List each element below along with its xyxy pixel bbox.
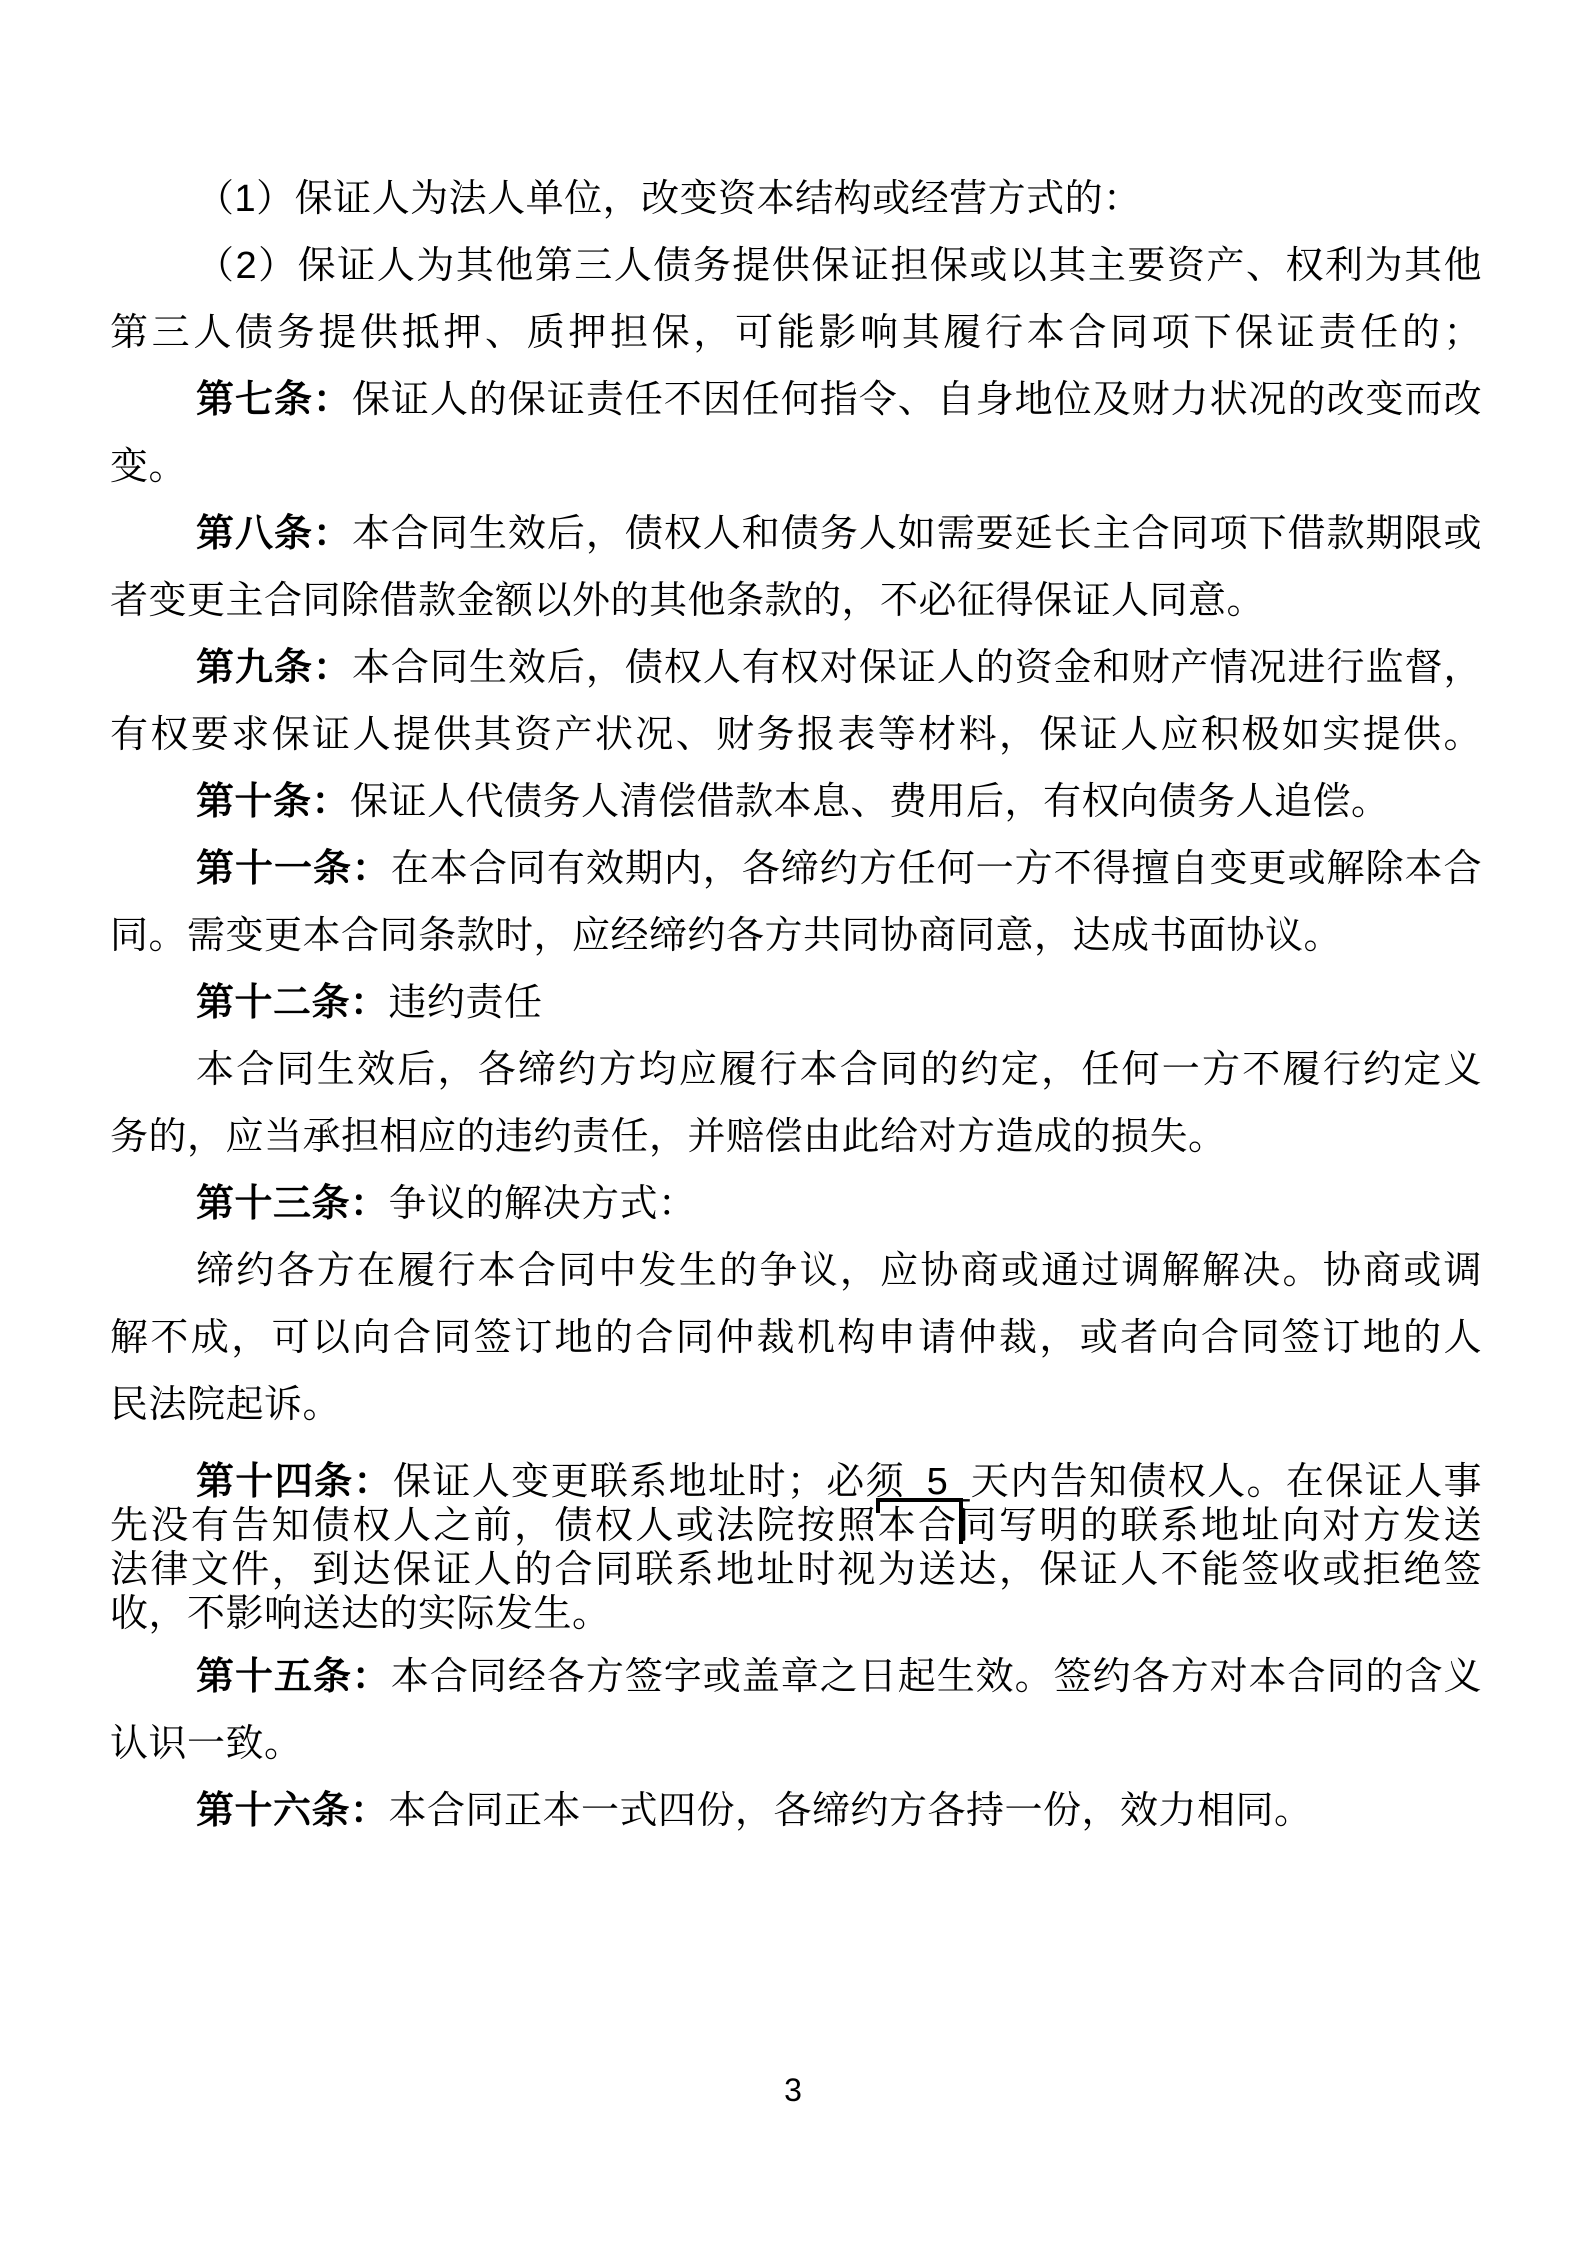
text-line [110, 1711, 1482, 1778]
paragraph [110, 166, 1482, 233]
text-segment: 认识一致。 [110, 1723, 303, 1765]
text-line [110, 1372, 1482, 1439]
text-line [110, 970, 1482, 1037]
text-line [110, 501, 1482, 568]
text-line [110, 1504, 1482, 1548]
text-segment: 保证人代债务人清偿借款本息、费用后，有权向债务人追偿。 [350, 781, 1390, 823]
text-line [110, 1778, 1482, 1845]
text-segment: 第三人债务提供抵押、质押担保，可能影响其履行本合同项下保证责任的； [110, 312, 1482, 354]
text-line [110, 166, 1482, 233]
clause-label: 第十一条： [196, 848, 391, 890]
text-segment: 保证人变更联系地址时；必须_5_天内告知债权人。在保证人事 [392, 1461, 1482, 1503]
text-line [110, 1171, 1482, 1238]
text-segment: 在本合同有效期内，各缔约方任何一方不得擅自变更或解除本合 [390, 848, 1482, 890]
text-segment: 争议的解决方式： [388, 1183, 697, 1225]
clause-label: 第十三条： [196, 1183, 389, 1225]
text-segment: 收，不影响送达的实际发生。 [110, 1593, 611, 1635]
text-line [110, 1592, 1482, 1636]
text-segment: 有权要求保证人提供其资产状况、财务报表等材料，保证人应积极如实提供。 [110, 714, 1482, 756]
text-segment: 者变更主合同除借款金额以外的其他条款的，不必征得保证人同意。 [110, 580, 1266, 622]
text-line [110, 1644, 1482, 1711]
text-segment: 变。 [110, 446, 188, 488]
page-number: 3 [784, 2072, 802, 2108]
paragraph [110, 1778, 1482, 1845]
text-line [110, 903, 1482, 970]
clause-label: 第十二条： [196, 982, 389, 1024]
text-segment: 同写明的联系地址向对方发送 [958, 1505, 1482, 1547]
text-segment: 本合同正本一式四份，各缔约方各持一份，效力相同。 [388, 1790, 1313, 1832]
text-segment: 缔约各方在履行本合同中发生的争议，应协商或通过调解解决。协商或调 [196, 1250, 1482, 1292]
paragraph [110, 836, 1482, 970]
document-body [110, 166, 1482, 1845]
clause-label: 第十六条： [196, 1790, 389, 1832]
text-line [110, 836, 1482, 903]
paragraph [110, 233, 1482, 367]
text-line [110, 367, 1482, 434]
text-segment: 保证人的保证责任不因任何指令、自身地位及财力状况的改变而改 [351, 379, 1482, 421]
text-segment: 违约责任 [388, 982, 543, 1024]
clause-label: 第八条： [196, 513, 352, 555]
text-segment: 务的，应当承担相应的违约责任，并赔偿由此给对方造成的损失。 [110, 1116, 1227, 1158]
boxed-text: 本合 [877, 1505, 959, 1547]
paragraph [110, 769, 1482, 836]
text-line [110, 434, 1482, 501]
text-segment: （2）保证人为其他第三人债务提供保证担保或以其主要资产、权利为其他 [196, 245, 1482, 287]
clause-label: 第十四条： [196, 1461, 393, 1503]
text-line [110, 702, 1482, 769]
paragraph [110, 501, 1482, 635]
text-segment: 本合同生效后，债权人有权对保证人的资金和财产情况进行监督， [351, 647, 1482, 689]
paragraph [110, 635, 1482, 769]
text-line [110, 233, 1482, 300]
text-line [110, 1548, 1482, 1592]
text-line [110, 769, 1482, 836]
text-line [110, 1305, 1482, 1372]
text-segment: 本合同生效后，债权人和债务人如需要延长主合同项下借款期限或 [351, 513, 1482, 555]
text-segment: 法律文件，到达保证人的合同联系地址时视为送达，保证人不能签收或拒绝签 [110, 1549, 1482, 1591]
text-segment: 本合同生效后，各缔约方均应履行本合同的约定，任何一方不履行约定义 [196, 1049, 1482, 1091]
text-line [110, 300, 1482, 367]
clause-label: 第十五条： [196, 1656, 391, 1698]
paragraph [110, 1460, 1482, 1636]
text-segment: 本合同经各方签字或盖章之日起生效。签约各方对本合同的含义 [390, 1656, 1482, 1698]
text-line [110, 1460, 1482, 1504]
clause-label: 第九条： [196, 647, 352, 689]
text-line [110, 568, 1482, 635]
paragraph [110, 970, 1482, 1037]
paragraph [110, 1171, 1482, 1238]
text-segment: 解不成，可以向合同签订地的合同仲裁机构申请仲裁，或者向合同签订地的人 [110, 1317, 1482, 1359]
clause-label: 第七条： [196, 379, 352, 421]
text-segment: 同。需变更本合同条款时，应经缔约各方共同协商同意，达成书面协议。 [110, 915, 1343, 957]
clause-label: 第十条： [196, 781, 351, 823]
paragraph [110, 367, 1482, 501]
paragraph [110, 1037, 1482, 1171]
text-line [110, 1104, 1482, 1171]
text-line [110, 635, 1482, 702]
text-segment: （1）保证人为法人单位，改变资本结构或经营方式的： [196, 178, 1142, 220]
text-line [110, 1037, 1482, 1104]
text-segment: 民法院起诉。 [110, 1384, 342, 1426]
text-line [110, 1238, 1482, 1305]
paragraph [110, 1238, 1482, 1439]
paragraph [110, 1644, 1482, 1778]
text-segment: 先没有告知债权人之前，债权人或法院按照 [110, 1505, 878, 1547]
